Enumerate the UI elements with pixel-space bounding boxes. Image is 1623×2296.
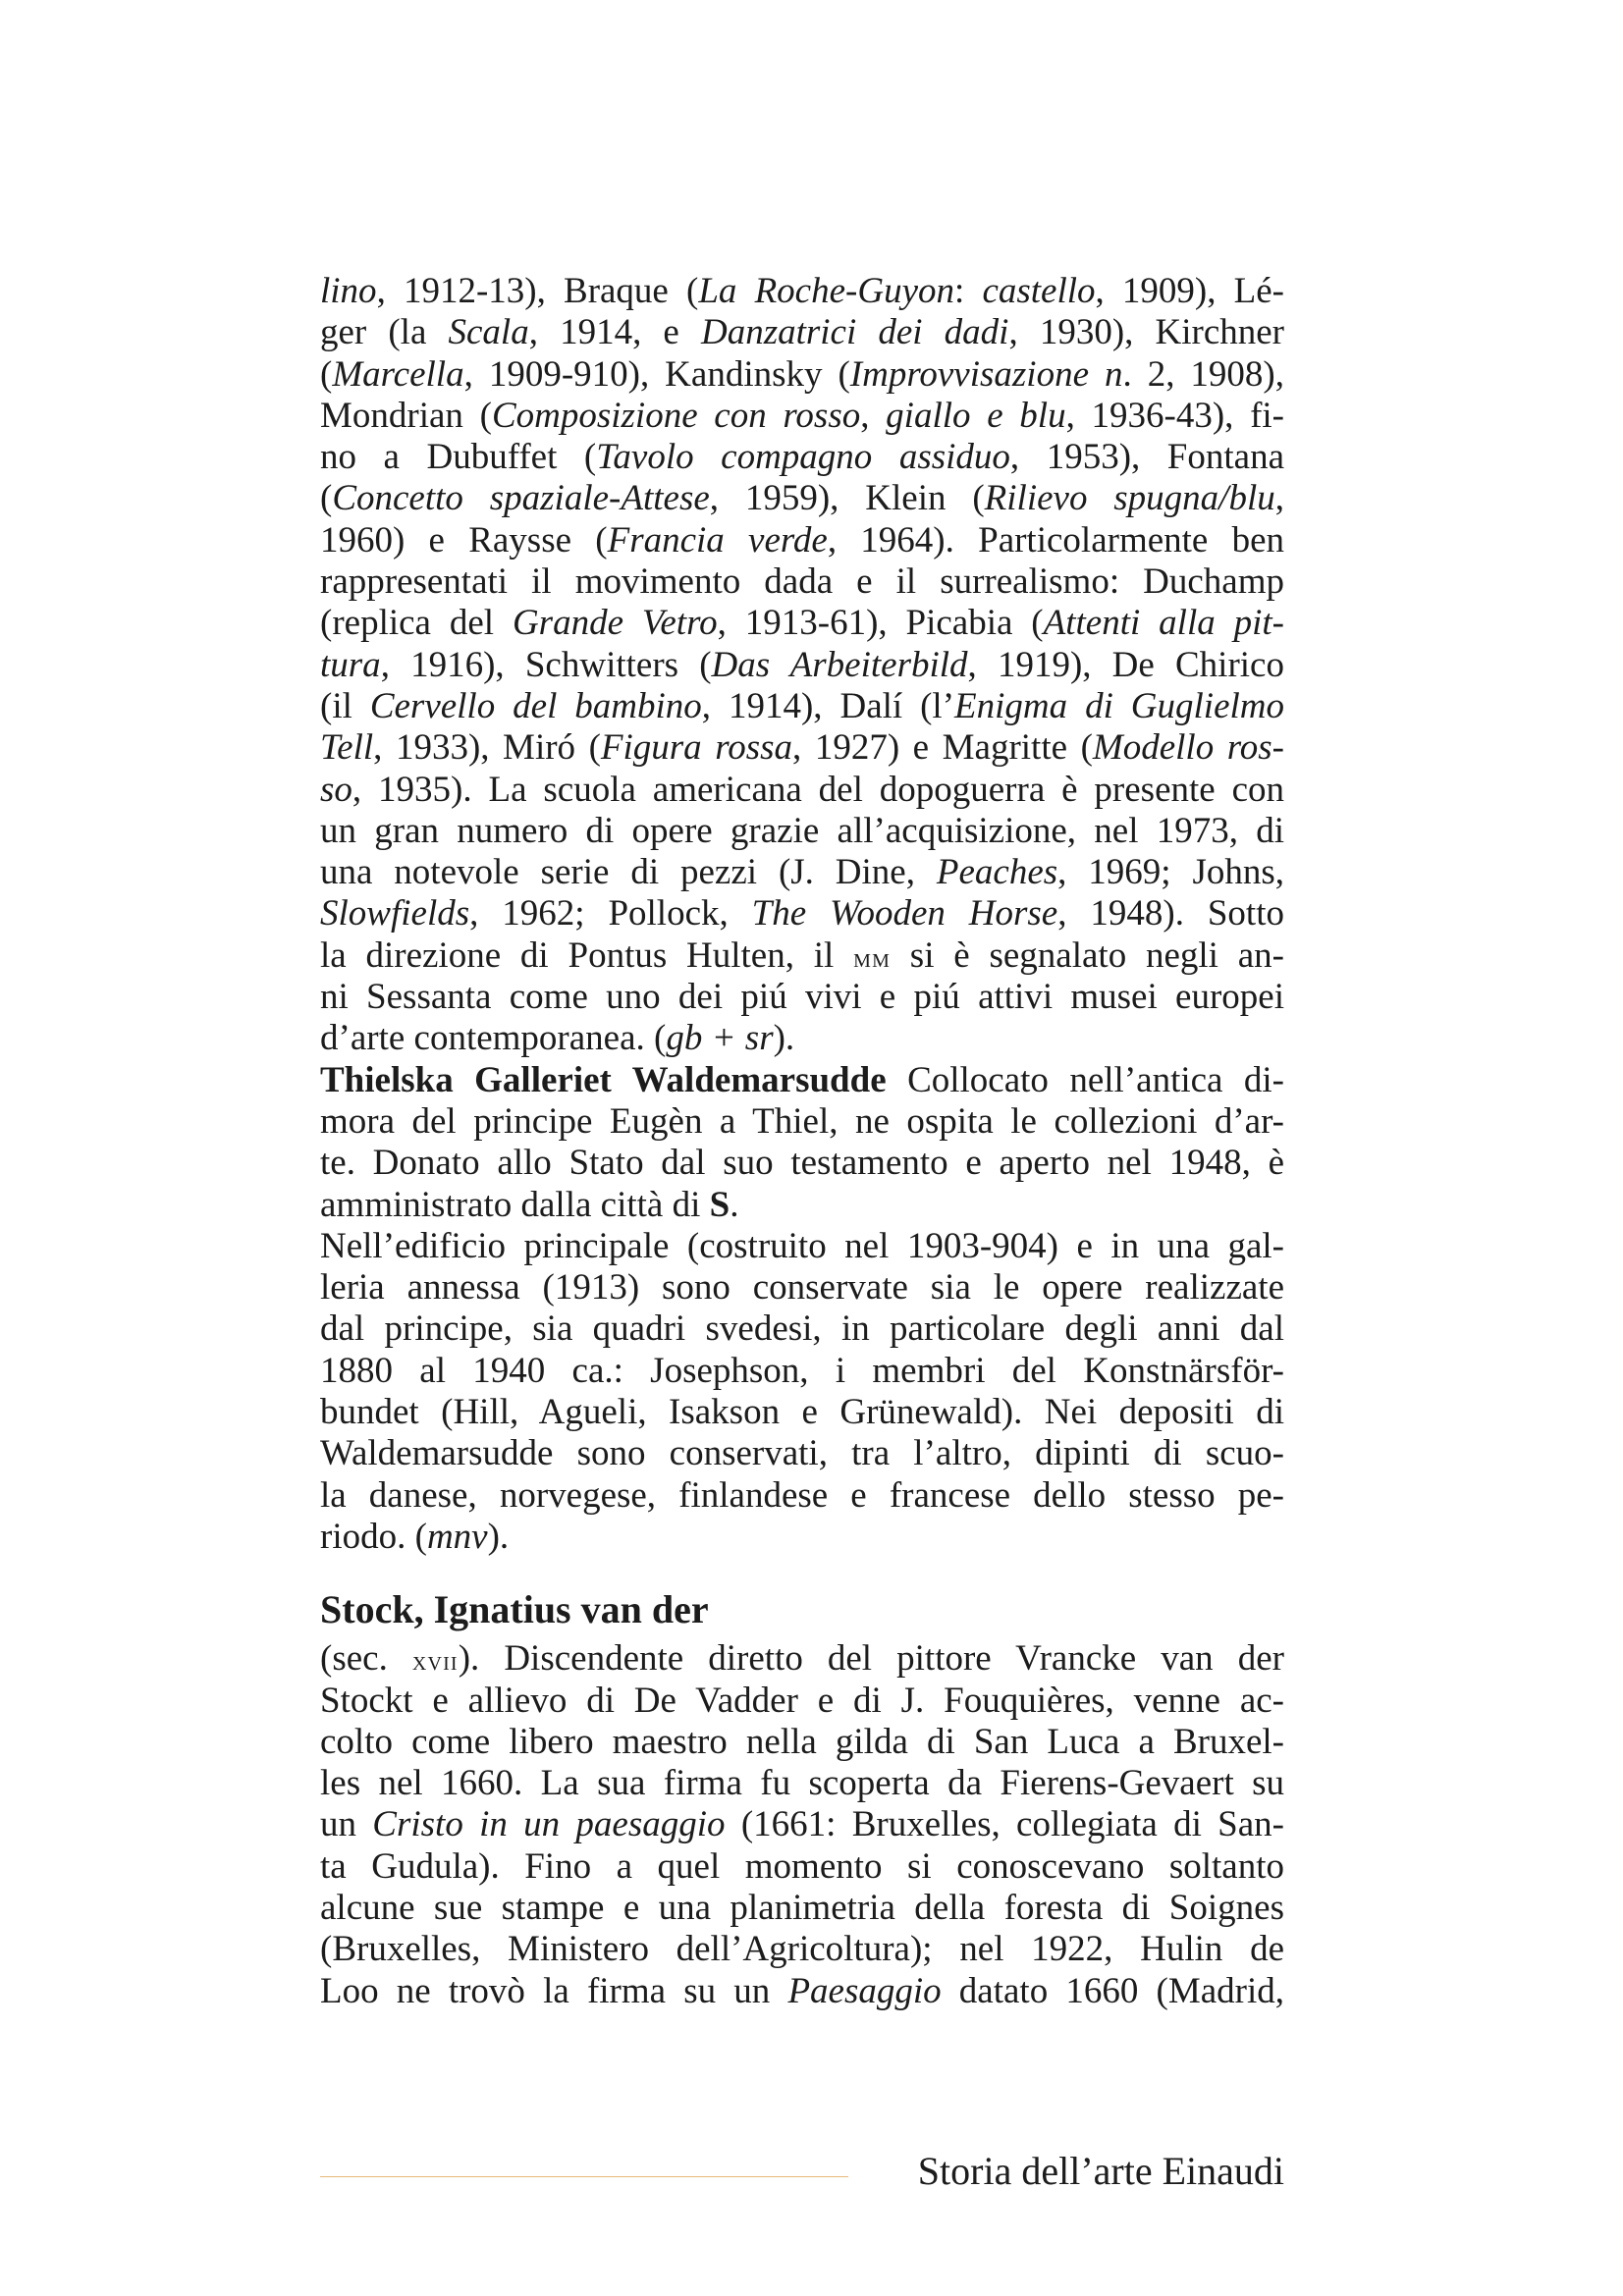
text-run: , 1964). Particolarmente ben [827,519,1284,561]
italic-run: Paesaggio [787,1970,942,2011]
text-line [320,1143,1284,1184]
text-run: Stockt e allievo di De Vadder e di J. Fouquières, venne ac- [320,1680,1284,1721]
italic-run: Figura rossa [600,727,793,769]
text-run: : [954,271,983,311]
text-line [320,1226,1284,1267]
text-line [320,603,1284,644]
italic-run: Tavolo compagno assiduo [596,437,1010,478]
text-run: ni Sessanta come uno dei piú vivi e piú attivi musei europei [320,977,1284,1018]
text-line [320,1638,1284,1680]
text-line [320,1101,1284,1143]
text-run: , 1935). La scuola americana del dopoguerra è presente con [352,769,1284,810]
text-line [320,1060,1284,1101]
text-run: . 2, 1908), [1122,353,1284,395]
text-run: datato 1660 (Madrid, [941,1970,1284,2011]
text-line [320,935,1284,977]
italic-run: Francia verde [607,519,828,561]
text-run: ). [487,1516,510,1557]
text-run: , 1953), Fontana [1009,437,1284,478]
small-caps-run: mm [853,941,892,974]
italic-run: Attenti alla pit- [1043,603,1284,644]
text-line [320,1018,1284,1059]
text-run: , 1919), De Chirico [967,644,1284,685]
entry-heading: Stock, Ignatius van der [320,1587,709,1632]
text-run: 1960) e Raysse ( [320,519,608,561]
article-continuation [320,271,1284,1558]
text-run: , 1962; Pollock, [469,893,752,934]
entry-body [320,1638,1284,2012]
text-run: (il [320,685,370,726]
italic-run: so [320,769,352,810]
text-run: , 1914, e [528,312,701,353]
text-run: , 1909-910), Kandinsky ( [463,353,850,395]
text-run: (1661: Bruxelles, collegiata di San- [725,1804,1284,1845]
text-line [320,1351,1284,1392]
text-line [320,520,1284,561]
text-run: Waldemarsudde sono conservati, tra l’altro, dipinti di scuo- [320,1433,1284,1474]
text-run: , 1936-43), fi- [1065,395,1285,436]
text-line [320,312,1284,353]
text-run: ). [773,1018,795,1059]
text-run: amministrato dalla città di [320,1184,710,1225]
text-run: ( [320,478,333,519]
text-run: dal principe, sia quadri svedesi, in particolare degli anni dal [320,1308,1284,1350]
text-run: un [320,1804,373,1845]
text-run: rappresentati il movimento dada e il surrealismo: Duchamp [320,561,1284,603]
italic-run: giallo e blu [886,395,1066,436]
italic-run: Enigma di Guglielmo [954,685,1284,726]
text-run: alcune sue stampe e una planimetria della foresta di Soignes [320,1887,1284,1928]
italic-run: Cervello del bambino [369,685,702,726]
text-line [320,811,1284,852]
italic-run: Tell [320,727,374,769]
text-run: , 1969; Johns, [1057,852,1285,893]
text-run: Collocato nell’antica di- [886,1059,1284,1100]
text-line [320,1971,1284,2012]
italic-run: Modello ros- [1092,727,1284,769]
text-line [320,437,1284,478]
text-run: ger (la [320,312,449,353]
text-line [320,271,1284,312]
text-line [320,1763,1284,1804]
text-run: , [860,395,887,436]
text-run: d’arte contemporanea. ( [320,1018,667,1059]
text-run: , 1948). Sotto [1057,893,1284,934]
footer-title: Storia dell’arte Einaudi [917,2149,1284,2193]
italic-run: Danzatrici dei dadi [700,312,1009,353]
text-run: (replica del [320,603,513,644]
text-line [320,893,1284,934]
text-run: la danese, norvegese, finlandese e francese dello stesso pe- [320,1474,1284,1516]
text-run: una notevole serie di pezzi (J. Dine, [320,852,937,893]
text-run: . [730,1184,739,1225]
text-run: Mondrian ( [320,395,492,436]
text-line [320,1185,1284,1226]
italic-run: Cristo in un paesaggio [372,1804,726,1845]
italic-run: mnv [426,1516,488,1557]
text-run: , [1274,478,1284,519]
text-run: te. Donato allo Stato dal suo testamento e aperto nel 1948, è [320,1143,1284,1184]
text-line [320,977,1284,1018]
page-body [320,271,1284,2012]
text-run: no a Dubuffet ( [320,437,597,478]
text-run: (sec. [320,1638,412,1680]
text-run: ( [320,353,333,395]
text-run: la direzione di Pontus Hulten, il [320,934,854,976]
text-run: un gran numero di opere grazie all’acquisizione, nel 1973, di [320,810,1284,851]
italic-run: Das Arbeiterbild [711,644,968,685]
text-run: leria annessa (1913) sono conservate sia le opere realizzate [320,1267,1284,1308]
footer-rule [320,2176,848,2177]
italic-run: Peaches [936,852,1058,893]
text-line [320,396,1284,437]
text-line [320,1929,1284,1970]
text-run: mora del principe Eugèn a Thiel, ne ospita le collezioni d’ar- [320,1100,1284,1142]
text-line [320,727,1284,769]
text-line [320,1392,1284,1433]
text-run: colto come libero maestro nella gilda di San Luca a Bruxel- [320,1721,1284,1762]
text-line [320,852,1284,893]
italic-run: gb + sr [666,1018,774,1059]
text-line [320,1681,1284,1722]
text-run: les nel 1660. La sua firma fu scoperta da Fierens-Gevaert su [320,1763,1284,1804]
text-line [320,561,1284,603]
text-line [320,1517,1284,1558]
italic-run: tura [320,644,381,685]
text-run: , 1959), Klein ( [709,478,985,519]
italic-run: Composizione con rosso [491,395,861,436]
text-line [320,1722,1284,1763]
italic-run: La Roche-Guyon [698,271,954,311]
bold-run: Thielska Galleriet Waldemarsudde [320,1059,887,1100]
text-line [320,770,1284,811]
text-line [320,354,1284,396]
text-run: (Bruxelles, Ministero dell’Agricoltura); nel 1922, Hulin de [320,1929,1284,1970]
bold-run: S [709,1184,730,1225]
text-line [320,1804,1284,1845]
text-line [320,1433,1284,1474]
text-run: bundet (Hill, Agueli, Isakson e Grünewald). Nei depositi di [320,1392,1284,1433]
text-run: 1880 al 1940 ca.: Josephson, i membri del Konstnärsför- [320,1350,1284,1391]
text-run: ). Discendente diretto del pittore Vrancke van der [458,1638,1284,1680]
text-run: , 1914), Dalí (l’ [701,685,955,726]
text-run: ta Gudula). Fino a quel momento si conoscevano soltanto [320,1845,1284,1887]
text-line [320,1267,1284,1308]
italic-run: Marcella [332,353,464,395]
text-run: , 1933), Miró ( [373,727,601,769]
text-run: si è segnalato negli an- [891,934,1284,976]
italic-run: Grande Vetro [512,603,718,644]
italic-run: The Wooden Horse [751,893,1058,934]
italic-run: Scala [448,312,529,353]
text-run: , 1912-13), Braque ( [376,271,699,311]
italic-run: Rilievo spugna/blu [984,478,1275,519]
text-line [320,686,1284,727]
text-run: , 1916), Schwitters ( [380,644,712,685]
italic-run: lino [320,271,377,311]
italic-run: Slowfields [320,893,470,934]
italic-run: castello [982,271,1096,311]
text-run: , 1913-61), Picabia ( [717,603,1044,644]
text-line [320,645,1284,686]
text-run: , 1909), Lé- [1095,271,1285,311]
italic-run: Improvvisazione n [849,353,1123,395]
text-run: Loo ne trovò la firma su un [320,1970,788,2011]
text-run: , 1927) e Magritte ( [792,727,1093,769]
text-line [320,1846,1284,1888]
italic-run: Concetto spaziale-Attese [332,478,710,519]
text-run: Nell’edificio principale (costruito nel 1903-904) e in una gal- [320,1225,1284,1266]
text-line [320,1888,1284,1929]
small-caps-run: xvii [411,1645,459,1678]
text-line [320,1308,1284,1350]
text-run: , 1930), Kirchner [1008,312,1284,353]
text-line [320,478,1284,519]
text-run: riodo. ( [320,1516,427,1557]
text-line [320,1475,1284,1517]
